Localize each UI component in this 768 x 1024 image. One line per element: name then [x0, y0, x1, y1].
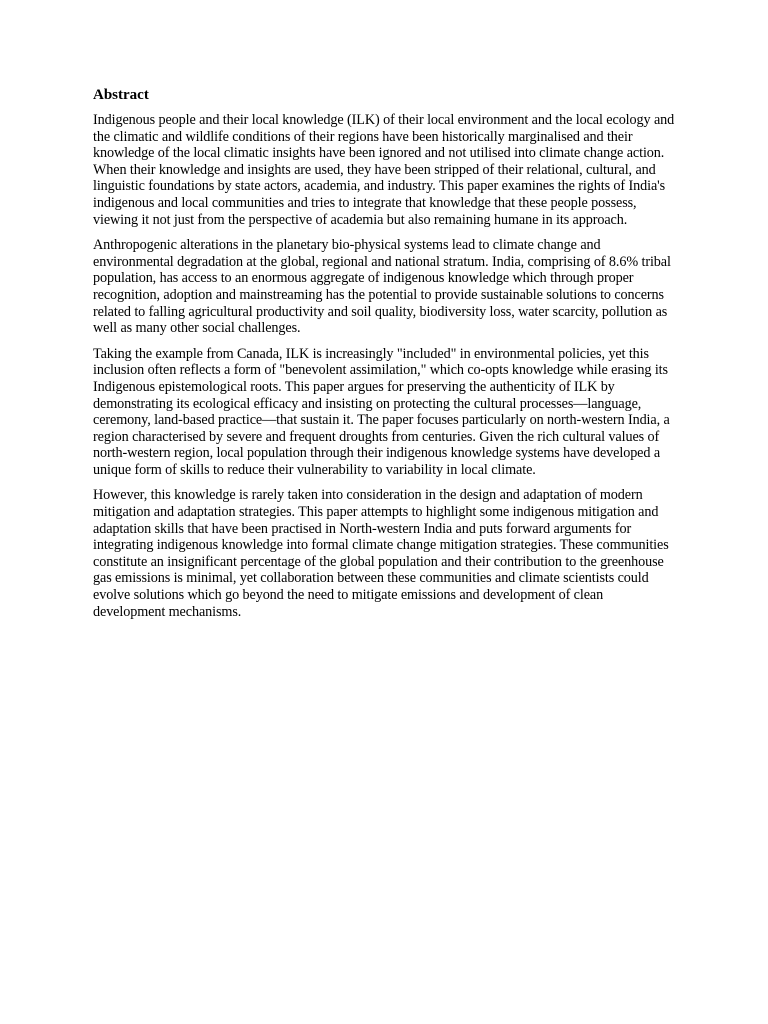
abstract-paragraph-3: Taking the example from Canada, ILK is increasingly "included" in environmental policies, yet this inclusion often reflects a form of "benevolent assimilation," which co-opts knowledge while erasing its Indigenous epistemological roots. This paper argues for preserving the authenticity of ILK by demonstrating its ecological efficacy and insisting on protecting the cultural processes—language, ceremony, land-based practice—that sustain it. The paper focuses particularly on north-western India, a region characterised by severe and frequent droughts from centuries. Given the rich cultural values of north-western region, local population through their indigenous knowledge systems have developed a unique form of skills to reduce their vulnerability to variability in local climate. [93, 345, 670, 478]
document-page [93, 86, 677, 629]
abstract-paragraph-2: Anthropogenic alterations in the planetary bio-physical systems lead to climate change and environmental degradation at the global, regional and national stratum. India, comprising of 8.6% tribal population, has access to an enormous aggregate of indigenous knowledge which through proper recognition, adoption and mainstreaming has the potential to provide sustainable solutions to concerns related to falling agricultural productivity and soil quality, biodiversity loss, water scarcity, pollution as well as many other social challenges. [93, 237, 671, 337]
abstract-paragraph-1: Indigenous people and their local knowledge (ILK) of their local environment and the local ecology and the climatic and wildlife conditions of their regions have been historically marginalised and their knowledge of the local climatic insights have been ignored and not utilised into climate change action. When their knowledge and insights are used, they have been stripped of their relational, cultural, and linguistic foundations by state actors, academia, and industry. This paper examines the rights of India's indigenous and local communities and tries to integrate that knowledge that these people possess, viewing it not just from the perspective of academia but also remaining humane in its approach. [93, 112, 675, 228]
abstract-paragraph-4: However, this knowledge is rarely taken into consideration in the design and adaptation of modern mitigation and adaptation strategies. This paper attempts to highlight some indigenous mitigation and adaptation skills that have been practised in North-western India and puts forward arguments for integrating indigenous knowledge into formal climate change mitigation strategies. These communities constitute an insignificant percentage of the global population and their contribution to the greenhouse gas emissions is minimal, yet collaboration between these communities and climate scientists could evolve solutions which go beyond the need to mitigate emissions and development of clean development mechanisms. [93, 487, 669, 620]
abstract-heading: Abstract [93, 87, 149, 103]
